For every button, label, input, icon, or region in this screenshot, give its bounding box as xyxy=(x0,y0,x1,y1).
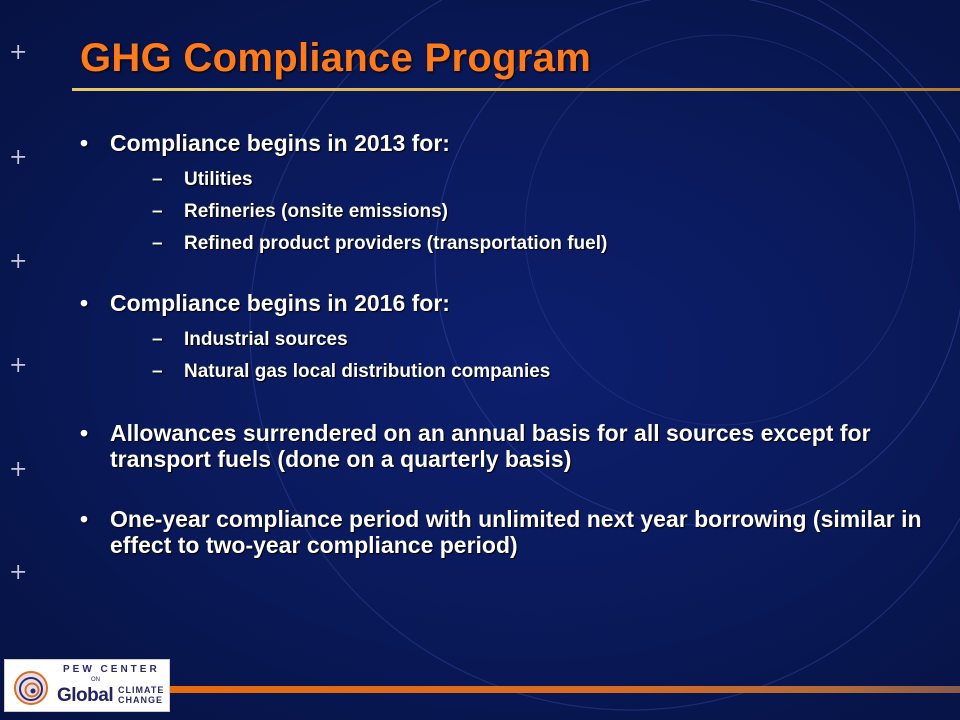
plus-decoration: + xyxy=(9,353,28,378)
plus-decoration: + xyxy=(9,560,28,585)
bullet-item xyxy=(78,420,938,472)
sub-item xyxy=(110,356,938,388)
logo-pew-center-text: PEW CENTER xyxy=(63,664,160,675)
logo-change-text: CHANGE xyxy=(118,695,164,705)
bullet-text: Compliance begins in 2013 for: xyxy=(110,130,450,156)
plus-decoration: + xyxy=(9,40,28,65)
logo-on-text: ON xyxy=(91,677,100,683)
slide-title: GHG Compliance Program xyxy=(80,36,592,80)
bullet-text: One-year compliance period with unlimited next year borrowing (similar in effect to two-year compliance period) xyxy=(110,506,922,558)
pew-center-logo xyxy=(4,659,170,712)
bullet-glyph: • xyxy=(80,130,89,156)
sub-glyph: – xyxy=(152,201,163,222)
bullet-text: Allowances surrendered on an annual basis for all sources except for transport fuels (done on a quarterly basis) xyxy=(110,420,871,472)
title-underline xyxy=(72,88,960,91)
plus-decoration: + xyxy=(9,145,28,170)
sub-item xyxy=(110,324,938,356)
sub-glyph: – xyxy=(152,233,163,254)
sub-item xyxy=(110,164,938,196)
plus-decoration: + xyxy=(9,457,28,482)
logo-climate-text: CLIMATE xyxy=(118,685,165,695)
globe-swirl-icon xyxy=(11,668,51,706)
bullet-glyph: • xyxy=(80,290,89,316)
sub-item-text: Refineries (onsite emissions) xyxy=(184,201,448,222)
sub-item-text: Industrial sources xyxy=(184,329,348,350)
sub-item-text: Natural gas local distribution companies xyxy=(184,361,551,382)
bullet-glyph: • xyxy=(80,420,89,446)
logo-climate-change-text xyxy=(118,685,164,705)
sub-item-text: Utilities xyxy=(184,169,253,190)
bullet-glyph: • xyxy=(80,506,89,532)
sub-glyph: – xyxy=(152,169,163,190)
sub-glyph: – xyxy=(152,329,163,350)
sub-item xyxy=(110,196,938,228)
sub-glyph: – xyxy=(152,361,163,382)
sub-item xyxy=(110,228,938,260)
sub-list xyxy=(110,164,938,260)
sub-list xyxy=(110,324,938,388)
bullet-item xyxy=(78,506,938,558)
sub-item-text: Refined product providers (transportation fuel) xyxy=(184,233,608,254)
bullet-text: Compliance begins in 2016 for: xyxy=(110,290,450,316)
logo-global-text: Global xyxy=(57,685,114,706)
bullet-item xyxy=(78,130,938,260)
footer-bar xyxy=(170,686,960,693)
bullet-item xyxy=(78,290,938,388)
plus-decoration: + xyxy=(9,249,28,274)
slide-content xyxy=(78,130,938,558)
